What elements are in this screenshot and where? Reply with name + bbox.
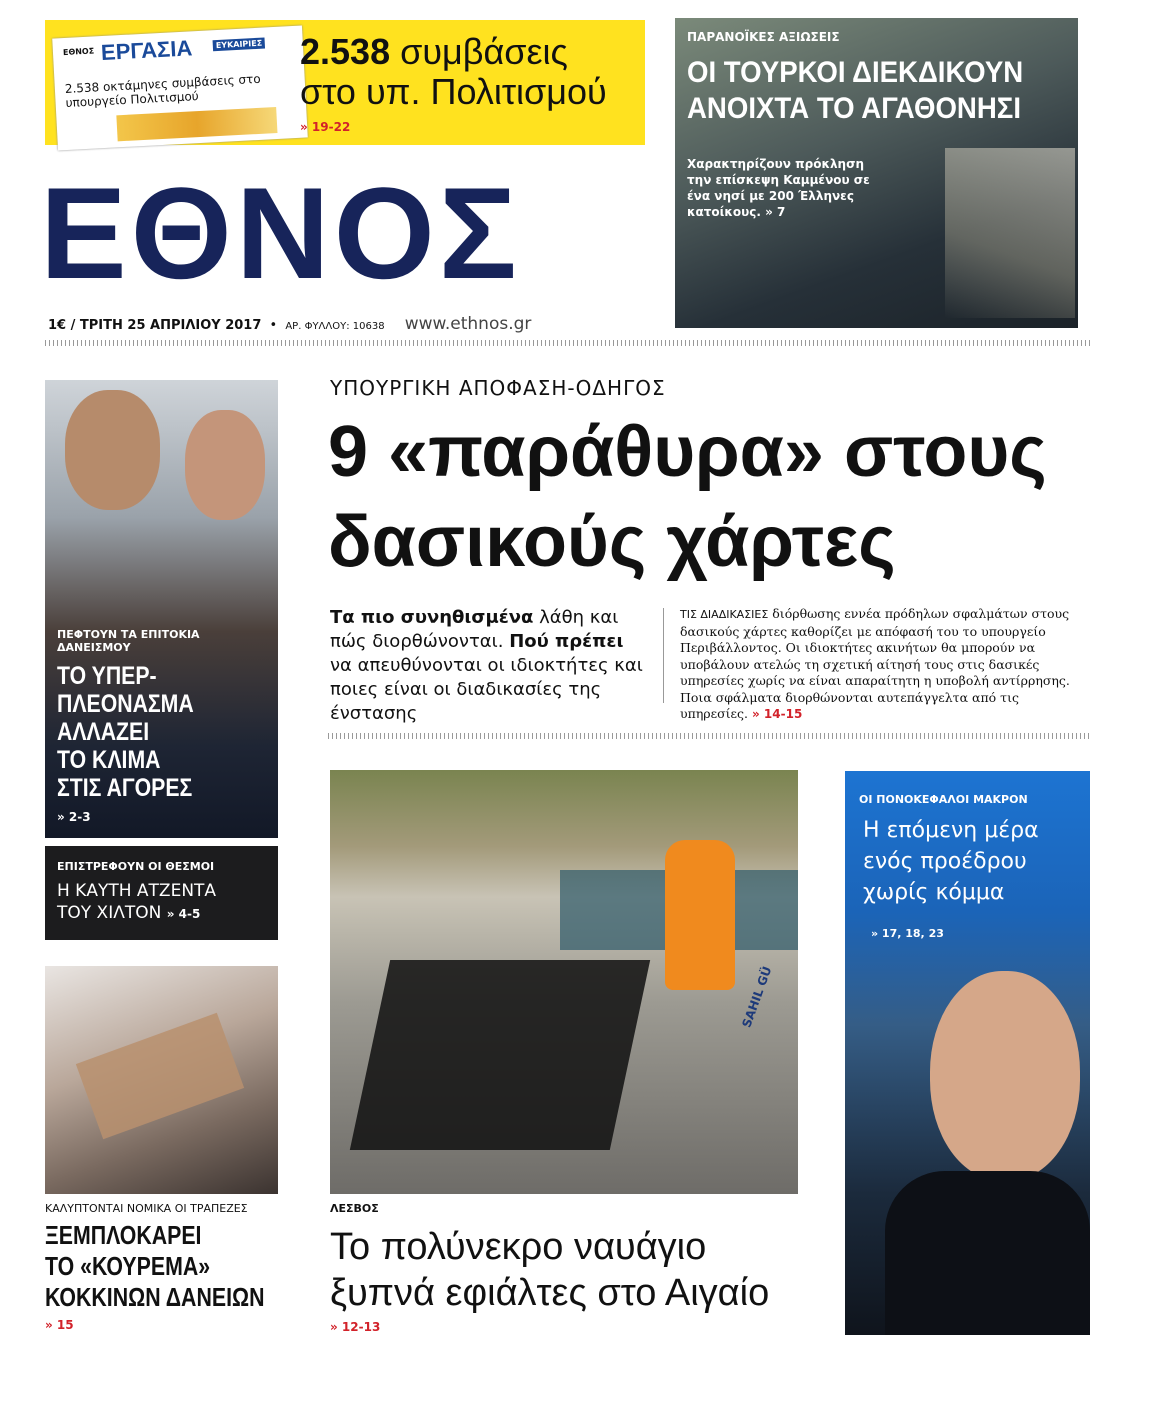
turks-story[interactable] (675, 18, 1078, 328)
promo-headline (300, 32, 568, 72)
body-text: διόρθωσης εννέα πρόδηλων σφαλμάτων στους δασικούς χάρτες καθορίζει με απόφασή του το υπουργείο Περιβάλλοντος. Οι ιδιοκτήτες ακινήτων θα μπορούν να υποβάλουν ατελώς τη σχετική αίτησή τους στις δασικές υπηρεσίες χωρίς να είναι απαραίτητη η υποβολή αντίρρησης. Ποια σφάλματα διορθώνονται αυτεπάγγελτα από τις υπηρεσίες. (680, 606, 1070, 721)
thumb-tag: ΕΥΚΑΙΡΙΕΣ (213, 37, 266, 51)
promo-headline-rest: συμβάσεις (400, 31, 568, 72)
hilton-title-line1: Η ΚΑΥΤΗ ΑΤΖΕΝΤΑ (57, 881, 217, 901)
main-divider (663, 608, 664, 703)
lesvos-title-line1: Το πολύνεκρο ναυάγιο (330, 1226, 707, 1268)
banks-title-line2: ΤΟ «ΚΟΥΡΕΜΑ» (45, 1251, 211, 1281)
main-body (680, 606, 1085, 723)
macron-title-line2: ενός προέδρου (863, 849, 1027, 874)
macron-story[interactable] (845, 771, 1090, 1335)
promo-headline-line2: στο υπ. Πολιτισμού (300, 71, 607, 112)
macron-title-line3: χωρίς κόμμα (863, 880, 1005, 905)
promo-headline-number: 2.538 (300, 31, 391, 72)
tsakalotos-title-line2: ΠΛΕΟΝΑΣΜΑ (57, 690, 194, 718)
tsakalotos-title-line4: ΤΟ ΚΛΙΜΑ (57, 746, 161, 774)
hilton-kicker: ΕΠΙΣΤΡΕΦΟΥΝ ΟΙ ΘΕΣΜΟΙ (57, 860, 215, 873)
hilton-title (57, 880, 216, 925)
hilton-story[interactable] (45, 846, 278, 940)
macron-face (930, 971, 1080, 1181)
issue-number: ΑΡ. ΦΥΛΛΟΥ: 10638 (285, 321, 385, 332)
turks-title-line1: ΟΙ ΤΟΥΡΚΟΙ ΔΙΕΚΔΙΚΟΥΝ (687, 56, 1024, 89)
banks-ref[interactable]: » 15 (45, 1318, 74, 1332)
masthead-dateline: 1€ / ΤΡΙΤΗ 25 ΑΠΡΙΛΙΟΥ 2017 • ΑΡ. ΦΥΛΛΟΥ: 10638 www.ethnos.gr (48, 314, 532, 334)
price-date: 1€ / ΤΡΙΤΗ 25 ΑΠΡΙΛΙΟΥ 2017 (48, 318, 262, 333)
turks-body-text: Χαρακτηρίζουν πρόκληση την επίσκεψη Καμμένου σε ένα νησί με 200 Έλληνες κατοίκους. (687, 157, 870, 219)
lead-bold-2: Πού πρέπει (509, 631, 624, 652)
tsakalotos-kicker: ΠΕΦΤΟΥΝ ΤΑ ΕΠΙΤΟΚΙΑ ΔΑΝΕΙΣΜΟΥ (57, 628, 200, 654)
macron-title (863, 815, 1039, 908)
main-headline-line2: δασικούς χάρτες (328, 502, 896, 582)
promo-ref[interactable]: » 19-22 (300, 120, 351, 134)
main-ref[interactable]: » 14-15 (752, 707, 803, 721)
boat-text: SAHIL GÜ (739, 964, 775, 1030)
macron-suit (885, 1171, 1090, 1335)
macron-ref[interactable]: » 17, 18, 23 (871, 927, 944, 940)
banks-title (45, 1220, 264, 1313)
promo-thumbnail (52, 26, 308, 151)
tsakalotos-title (57, 662, 194, 802)
banks-photo (45, 966, 278, 1194)
thumb-title: ΕΡΓΑΣΙΑ (100, 35, 193, 66)
euro-notes (76, 1013, 244, 1139)
hilton-ref[interactable]: » 4-5 (166, 907, 201, 921)
island-photo-shore (945, 148, 1075, 318)
tsakalotos-title-line3: ΑΛΛΑΖΕΙ (57, 718, 150, 746)
turks-body (687, 156, 887, 220)
photo-person-2 (185, 410, 265, 520)
lesvos-title (330, 1224, 769, 1316)
thumb-brand: ΕΘΝΟΣ (62, 46, 95, 58)
lesvos-photo (330, 770, 798, 1194)
tsakalotos-title-line5: ΣΤΙΣ ΑΓΟΡΕΣ (57, 774, 193, 802)
lead-text-1: λάθη και πώς διορθώνονται. (330, 607, 619, 652)
website-link[interactable]: www.ethnos.gr (404, 314, 532, 334)
lead-bold-1: Τα πιο συνηθισμένα (330, 607, 534, 628)
body-bags (350, 960, 650, 1150)
turks-kicker: ΠΑΡΑΝΟΪΚΕΣ ΑΞΙΩΣΕΙΣ (687, 30, 840, 44)
tsakalotos-title-line1: ΤΟ ΥΠΕΡ- (57, 662, 157, 690)
macron-title-line1: Η επόμενη μέρα (863, 818, 1039, 843)
lesvos-ref[interactable]: » 12-13 (330, 1320, 381, 1334)
thumb-text: 2.538 οκτάμηνες συμβάσεις στο υπουργείο Πολιτισμού (64, 71, 261, 110)
thumb-image (116, 107, 277, 141)
tsakalotos-ref[interactable]: » 2-3 (57, 810, 91, 824)
turks-title-line2: ΑΝΟΙΧΤΑ ΤΟ ΑΓΑΘΟΝΗΣΙ (687, 92, 1022, 125)
promo-box[interactable] (45, 20, 645, 145)
rule-top (45, 340, 1090, 346)
main-lead (330, 606, 650, 726)
rule-mid (328, 733, 1090, 739)
rescue-worker (665, 840, 735, 990)
banks-title-line1: ΞΕΜΠΛΟΚΑΡΕΙ (45, 1220, 202, 1250)
turks-ref[interactable]: » 7 (765, 205, 786, 219)
banks-title-line3: ΚΟΚΚΙΝΩΝ ΔΑΝΕΙΩΝ (45, 1282, 265, 1312)
masthead-logo: ΕΘΝΟΣ (40, 160, 521, 306)
main-kicker: ΥΠΟΥΡΓΙΚΗ ΑΠΟΦΑΣΗ-ΟΔΗΓΟΣ (330, 376, 666, 400)
lesvos-kicker: ΛΕΣΒΟΣ (330, 1202, 379, 1215)
banks-kicker: ΚΑΛΥΠΤΟΝΤΑΙ ΝΟΜΙΚΑ ΟΙ ΤΡΑΠΕΖΕΣ (45, 1202, 248, 1215)
lesvos-title-line2: ξυπνά εφιάλτες στο Αιγαίο (330, 1272, 770, 1314)
hilton-title-line2: ΤΟΥ ΧΙΛΤΟΝ (57, 903, 162, 923)
body-caps: ΤΙΣ ΔΙΑΔΙΚΑΣΙΕΣ (680, 608, 769, 621)
macron-kicker: ΟΙ ΠΟΝΟΚΕΦΑΛΟΙ ΜΑΚΡΟΝ (859, 793, 1028, 806)
main-headline-line1: 9 «παράθυρα» στους (328, 412, 1047, 492)
tsakalotos-story[interactable] (45, 380, 278, 838)
photo-person-1 (65, 390, 160, 510)
lead-text-2: να απευθύνονται οι ιδιοκτήτες και ποιες είναι οι διαδικασίες της ένστασης (330, 655, 643, 724)
